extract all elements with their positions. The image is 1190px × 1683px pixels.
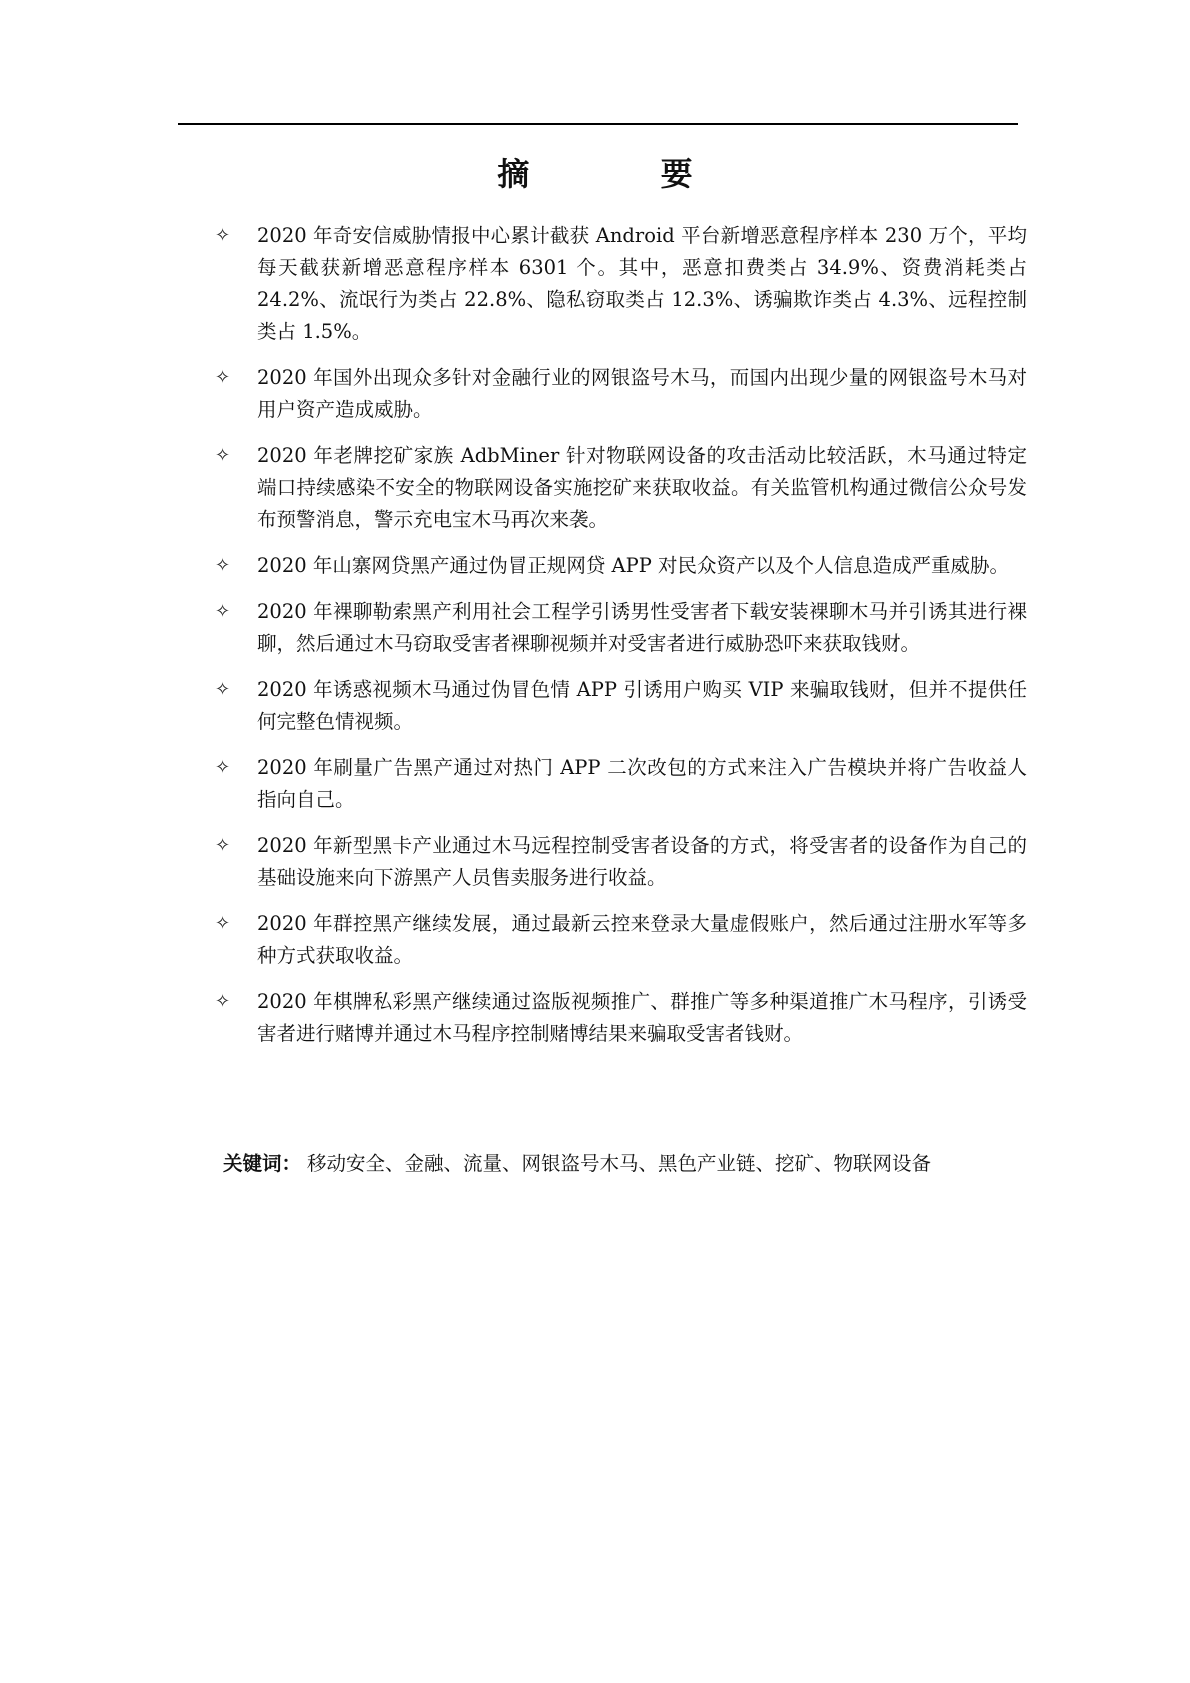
list-item xyxy=(215,908,1027,972)
list-item xyxy=(215,986,1027,1050)
list-item-text: 2020 年裸聊勒索黑产利用社会工程学引诱男性受害者下载安装裸聊木马并引诱其进行裸聊，然后通过木马窃取受害者裸聊视频并对受害者进行威胁恐吓来获取钱财。 xyxy=(257,600,1027,655)
list-item xyxy=(215,830,1027,894)
diamond-star-icon: ✧ xyxy=(215,601,231,622)
list-item xyxy=(215,440,1027,536)
page-title: 摘 要 xyxy=(497,155,753,193)
list-item-text: 2020 年刷量广告黑产通过对热门 APP 二次改包的方式来注入广告模块并将广告收益人指向自己。 xyxy=(257,756,1027,811)
keywords-value: 移动安全、金融、流量、网银盗号木马、黑色产业链、挖矿、物联网设备 xyxy=(307,1152,932,1175)
diamond-star-icon: ✧ xyxy=(215,835,231,856)
list-item xyxy=(215,220,1027,348)
keywords-label: 关键词： xyxy=(223,1152,302,1175)
list-item-text: 2020 年诱惑视频木马通过伪冒色情 APP 引诱用户购买 VIP 来骗取钱财，但并不提供任何完整色情视频。 xyxy=(257,678,1027,733)
list-item-text: 2020 年山寨网贷黑产通过伪冒正规网贷 APP 对民众资产以及个人信息造成严重威胁。 xyxy=(257,554,1010,577)
list-item xyxy=(215,752,1027,816)
list-item xyxy=(215,596,1027,660)
diamond-star-icon: ✧ xyxy=(215,991,231,1012)
summary-list xyxy=(215,220,1027,1064)
list-item-text: 2020 年群控黑产继续发展，通过最新云控来登录大量虚假账户，然后通过注册水军等多种方式获取收益。 xyxy=(257,912,1027,967)
list-item xyxy=(215,362,1027,426)
diamond-star-icon: ✧ xyxy=(215,367,231,388)
diamond-star-icon: ✧ xyxy=(215,913,231,934)
diamond-star-icon: ✧ xyxy=(215,445,231,466)
list-item-text: 2020 年奇安信威胁情报中心累计截获 Android 平台新增恶意程序样本 230 万个，平均每天截获新增恶意程序样本 6301 个。其中，恶意扣费类占 34.9%、资费消耗类占 24.2%、流氓行为类占 22.8%、隐私窃取类占 12.3%、诱骗欺诈类占 4.3%、远程控制类占 1.5%。 xyxy=(257,224,1027,343)
diamond-star-icon: ✧ xyxy=(215,757,231,778)
keywords-line xyxy=(223,1148,1023,1180)
diamond-star-icon: ✧ xyxy=(215,555,231,576)
list-item xyxy=(215,550,1027,582)
list-item-text: 2020 年棋牌私彩黑产继续通过盗版视频推广、群推广等多种渠道推广木马程序，引诱受害者进行赌博并通过木马程序控制赌博结果来骗取受害者钱财。 xyxy=(257,990,1027,1045)
header-rule xyxy=(178,123,1018,125)
list-item-text: 2020 年老牌挖矿家族 AdbMiner 针对物联网设备的攻击活动比较活跃，木马通过特定端口持续感染不安全的物联网设备实施挖矿来获取收益。有关监管机构通过微信公众号发布预警消息，警示充电宝木马再次来袭。 xyxy=(257,444,1027,531)
list-item-text: 2020 年国外出现众多针对金融行业的网银盗号木马，而国内出现少量的网银盗号木马对用户资产造成威胁。 xyxy=(257,366,1027,421)
diamond-star-icon: ✧ xyxy=(215,225,231,246)
diamond-star-icon: ✧ xyxy=(215,679,231,700)
list-item xyxy=(215,674,1027,738)
list-item-text: 2020 年新型黑卡产业通过木马远程控制受害者设备的方式，将受害者的设备作为自己的基础设施来向下游黑产人员售卖服务进行收益。 xyxy=(257,834,1027,889)
